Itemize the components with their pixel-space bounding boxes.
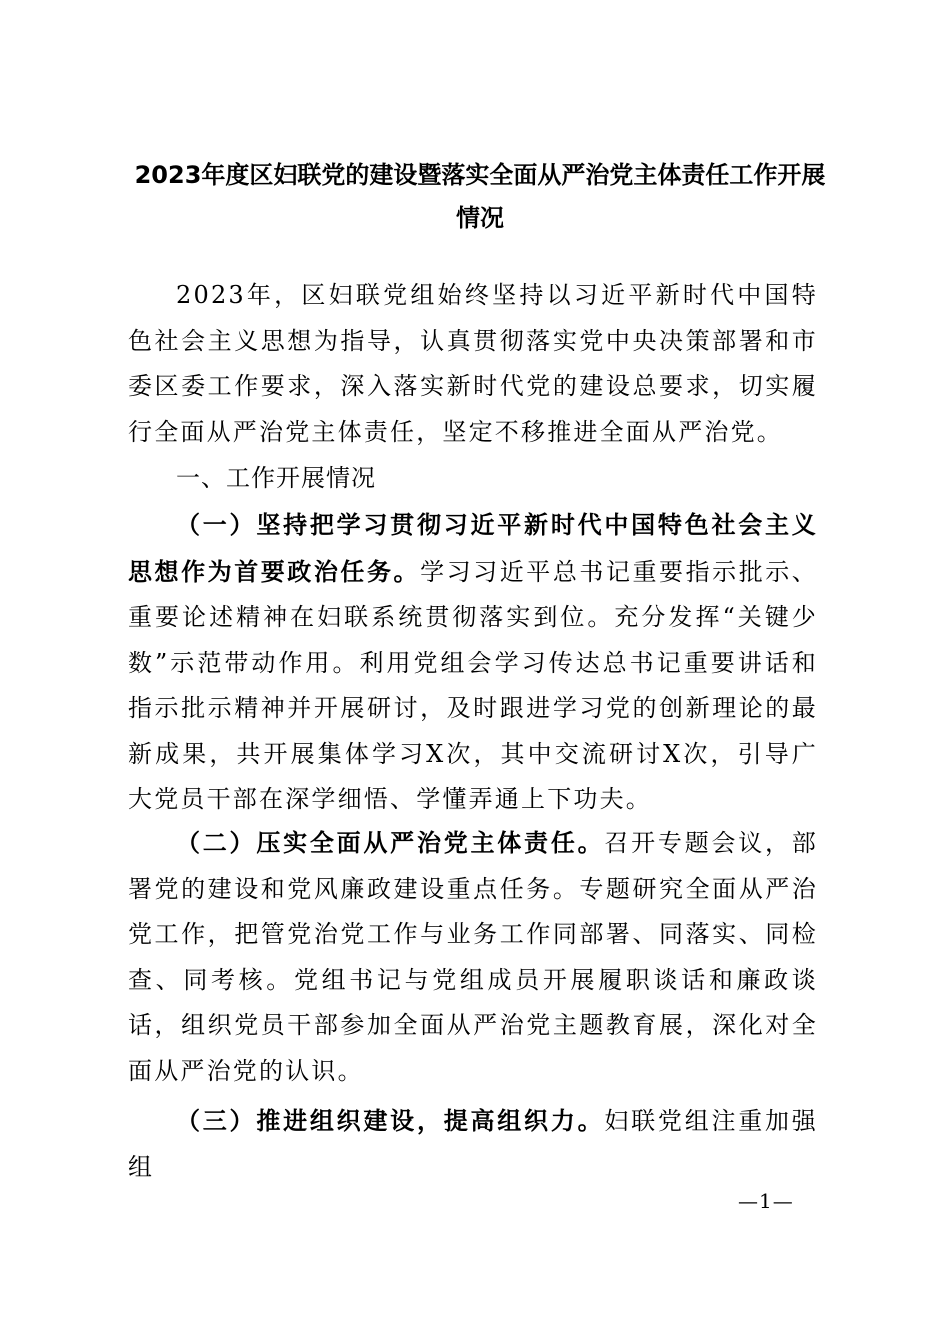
- paragraph-item-2: [128, 820, 818, 1094]
- item-3-lead: （三）推进组织建设，提高组织力。: [176, 1106, 605, 1135]
- page-number: —1—: [738, 1189, 794, 1213]
- paragraph-item-1: [128, 502, 818, 823]
- item-1-lead: （一）坚持把学习贯彻习近平新时代中国特色社会主义思想作为首要政治任务。: [128, 510, 818, 586]
- item-2-lead: （二）压实全面从严治党主体责任。: [176, 828, 605, 857]
- document-title-line-2: 情况: [456, 204, 504, 232]
- document-title-line-1: 2023年度区妇联党的建设暨落实全面从严治党主体责任工作开展: [134, 161, 826, 189]
- item-1-body: 学习习近平总书记重要指示批示、重要论述精神在妇联系统贯彻落实到位。充分发挥“关键少数”示范带动作用。利用党组会学习传达总书记重要讲话和指示批示精神并开展研讨，及时跟进学习党的创新理论的最新成果，共开展集体学习X次，其中交流研讨X次，引导广大党员干部在深学细悟、学懂弄通上下功夫。: [128, 557, 819, 813]
- intro-paragraph: 2023年，区妇联党组始终坚持以习近平新时代中国特色社会主义思想为指导，认真贯彻落实党中央决策部署和市委区委工作要求，深入落实新时代党的建设总要求，切实履行全面从严治党主体责任，坚定不移推进全面从严治党。: [128, 281, 818, 446]
- paragraph-item-3: [128, 1098, 818, 1190]
- item-3-body: 妇联党组注重加强组: [128, 1107, 818, 1181]
- item-2-body: 召开专题会议，部署党的建设和党风廉政建设重点任务。专题研究全面从严治党工作，把管党治党工作与业务工作同部署、同落实、同检查、同考核。党组书记与党组成员开展履职谈话和廉政谈话，组织党员干部参加全面从严治党主题教育展，深化对全面从严治党的认识。: [128, 829, 818, 1085]
- section-heading-1: 一、工作开展情况: [176, 464, 376, 492]
